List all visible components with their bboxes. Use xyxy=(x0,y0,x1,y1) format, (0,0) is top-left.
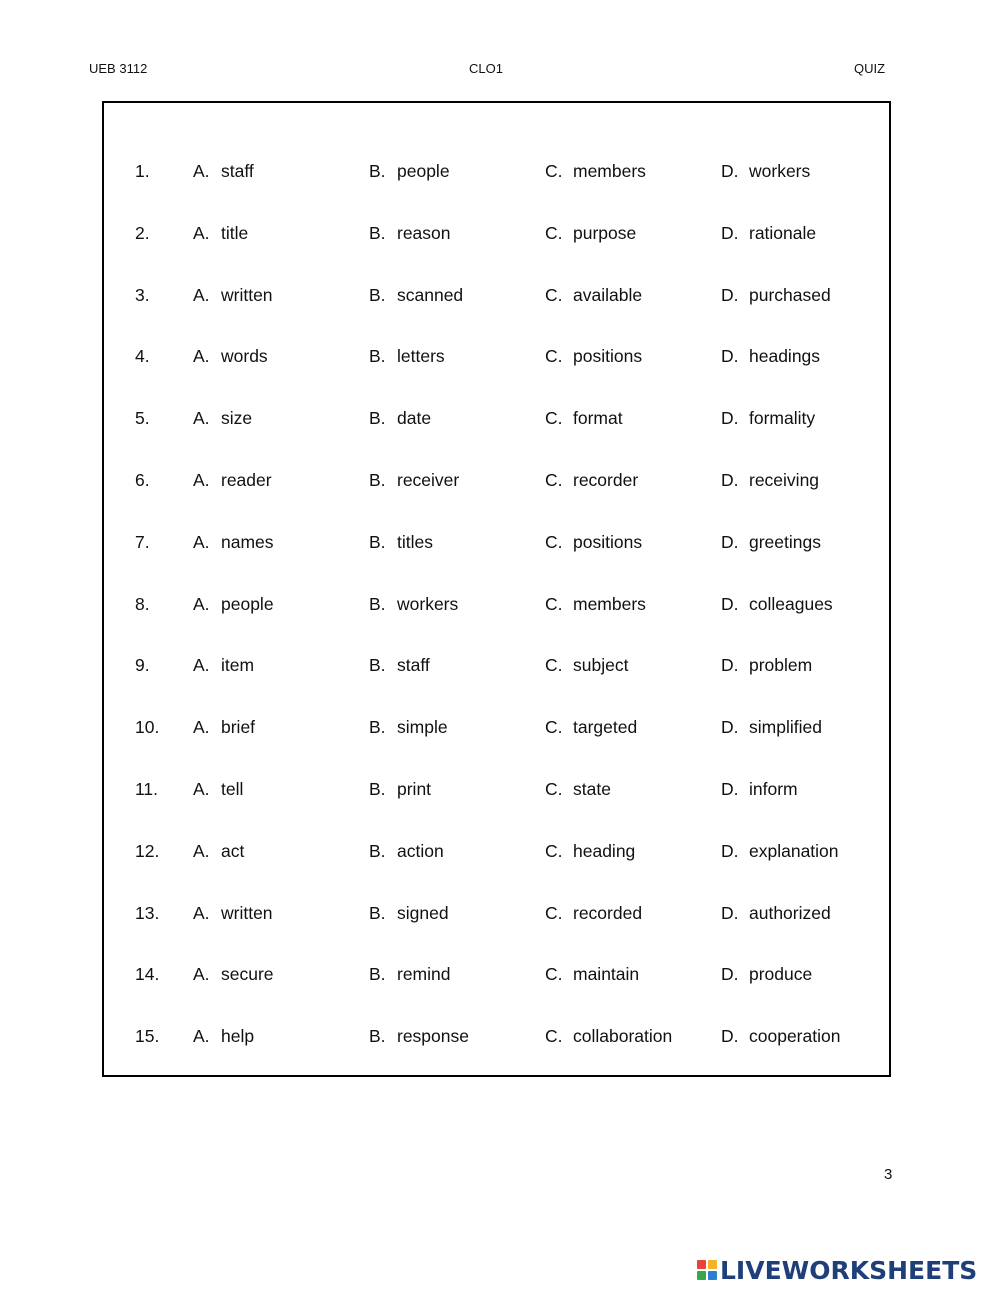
option-text: headings xyxy=(749,346,821,366)
question-number: 15. xyxy=(135,1026,160,1046)
option-letter: A. xyxy=(193,717,210,737)
question-row xyxy=(104,283,889,307)
question-row xyxy=(104,777,889,801)
logo-square-blue xyxy=(708,1271,717,1280)
question-row xyxy=(104,715,889,739)
option-text: members xyxy=(573,594,646,614)
option-letter: A. xyxy=(193,470,210,490)
option-text: people xyxy=(397,161,450,181)
question-number: 9. xyxy=(135,655,150,675)
header-clo: CLO1 xyxy=(469,61,503,76)
option-letter: C. xyxy=(545,717,563,737)
option-text: receiving xyxy=(749,470,820,490)
option-d[interactable] xyxy=(721,468,819,492)
option-text: size xyxy=(221,408,253,428)
option-c[interactable] xyxy=(545,159,646,183)
option-text: maintain xyxy=(573,964,640,984)
option-a[interactable] xyxy=(193,159,254,183)
option-text: receiver xyxy=(397,470,460,490)
option-c[interactable] xyxy=(545,715,637,739)
option-b[interactable] xyxy=(369,901,449,925)
option-letter: B. xyxy=(369,841,386,861)
option-letter: A. xyxy=(193,532,210,552)
option-letter: B. xyxy=(369,346,386,366)
option-text: reason xyxy=(397,223,451,243)
option-text: recorder xyxy=(573,470,639,490)
option-text: authorized xyxy=(749,903,831,923)
option-text: produce xyxy=(749,964,813,984)
option-d[interactable] xyxy=(721,901,831,925)
option-a[interactable] xyxy=(193,344,268,368)
option-text: reader xyxy=(221,470,272,490)
option-c[interactable] xyxy=(545,468,638,492)
option-text: purchased xyxy=(749,285,831,305)
option-a[interactable] xyxy=(193,1024,254,1048)
option-text: workers xyxy=(749,161,811,181)
question-number: 4. xyxy=(135,346,150,366)
option-a[interactable] xyxy=(193,283,273,307)
question-number: 13. xyxy=(135,903,160,923)
option-c[interactable] xyxy=(545,653,628,677)
option-text: format xyxy=(573,408,623,428)
option-letter: A. xyxy=(193,408,210,428)
option-letter: D. xyxy=(721,408,739,428)
option-d[interactable] xyxy=(721,715,822,739)
option-text: positions xyxy=(573,532,643,552)
option-d[interactable] xyxy=(721,406,815,430)
option-text: rationale xyxy=(749,223,817,243)
question-number: 11. xyxy=(135,779,159,799)
option-letter: A. xyxy=(193,223,210,243)
option-b[interactable] xyxy=(369,283,463,307)
question-row xyxy=(104,901,889,925)
option-text: signed xyxy=(397,903,449,923)
option-a[interactable] xyxy=(193,715,255,739)
option-a[interactable] xyxy=(193,406,252,430)
option-letter: C. xyxy=(545,346,563,366)
option-text: names xyxy=(221,532,274,552)
option-d[interactable] xyxy=(721,344,820,368)
option-letter: B. xyxy=(369,223,386,243)
page-number: 3 xyxy=(884,1166,893,1183)
option-b[interactable] xyxy=(369,1024,469,1048)
option-text: simple xyxy=(397,717,448,737)
question-row xyxy=(104,653,889,677)
option-letter: C. xyxy=(545,223,563,243)
option-b[interactable] xyxy=(369,777,431,801)
option-letter: A. xyxy=(193,903,210,923)
option-c[interactable] xyxy=(545,962,639,986)
option-d[interactable] xyxy=(721,530,821,554)
option-b[interactable] xyxy=(369,221,451,245)
option-letter: C. xyxy=(545,594,563,614)
option-letter: C. xyxy=(545,779,563,799)
question-number: 3. xyxy=(135,285,150,305)
option-text: letters xyxy=(397,346,445,366)
question-number: 10. xyxy=(135,717,160,737)
question-number: 1. xyxy=(135,161,150,181)
option-letter: B. xyxy=(369,779,386,799)
quiz-question-box xyxy=(102,101,891,1077)
option-text: cooperation xyxy=(749,1026,841,1046)
question-row xyxy=(104,530,889,554)
option-letter: D. xyxy=(721,717,739,737)
option-text: staff xyxy=(221,161,254,181)
option-letter: B. xyxy=(369,470,386,490)
question-row xyxy=(104,592,889,616)
option-d[interactable] xyxy=(721,592,833,616)
option-a[interactable] xyxy=(193,468,272,492)
brand-name: LIVEWORKSHEETS xyxy=(720,1255,978,1285)
option-b[interactable] xyxy=(369,468,459,492)
option-text: brief xyxy=(221,717,256,737)
option-c[interactable] xyxy=(545,1024,672,1048)
option-a[interactable] xyxy=(193,962,274,986)
option-text: date xyxy=(397,408,432,428)
option-d[interactable] xyxy=(721,777,798,801)
option-b[interactable] xyxy=(369,406,431,430)
question-row xyxy=(104,221,889,245)
option-text: simplified xyxy=(749,717,822,737)
option-b[interactable] xyxy=(369,530,433,554)
option-letter: D. xyxy=(721,346,739,366)
logo-square-green xyxy=(697,1271,706,1280)
option-a[interactable] xyxy=(193,839,244,863)
option-text: available xyxy=(573,285,643,305)
option-letter: B. xyxy=(369,903,386,923)
option-text: print xyxy=(397,779,432,799)
option-b[interactable] xyxy=(369,159,450,183)
option-text: targeted xyxy=(573,717,638,737)
option-text: scanned xyxy=(397,285,464,305)
option-d[interactable] xyxy=(721,159,810,183)
question-row xyxy=(104,962,889,986)
option-c[interactable] xyxy=(545,530,642,554)
option-a[interactable] xyxy=(193,221,248,245)
option-text: title xyxy=(221,223,249,243)
option-letter: C. xyxy=(545,1026,563,1046)
question-number: 7. xyxy=(135,532,150,552)
question-number: 2. xyxy=(135,223,150,243)
option-a[interactable] xyxy=(193,530,274,554)
option-text: people xyxy=(221,594,274,614)
option-d[interactable] xyxy=(721,962,812,986)
option-letter: B. xyxy=(369,532,386,552)
option-letter: A. xyxy=(193,346,210,366)
option-letter: A. xyxy=(193,1026,210,1046)
option-d[interactable] xyxy=(721,653,812,677)
option-letter: C. xyxy=(545,655,563,675)
option-letter: D. xyxy=(721,903,739,923)
logo-square-red xyxy=(697,1260,706,1269)
option-letter: D. xyxy=(721,964,739,984)
option-letter: B. xyxy=(369,594,386,614)
option-text: colleagues xyxy=(749,594,833,614)
option-d[interactable] xyxy=(721,1024,840,1048)
option-text: recorded xyxy=(573,903,643,923)
option-letter: B. xyxy=(369,161,386,181)
option-c[interactable] xyxy=(545,839,635,863)
option-text: greetings xyxy=(749,532,821,552)
header-quiz-label: QUIZ xyxy=(854,61,886,76)
option-letter: A. xyxy=(193,285,210,305)
option-letter: A. xyxy=(193,594,210,614)
option-text: secure xyxy=(221,964,274,984)
option-text: heading xyxy=(573,841,636,861)
option-letter: C. xyxy=(545,408,563,428)
option-letter: D. xyxy=(721,1026,739,1046)
option-a[interactable] xyxy=(193,592,274,616)
option-text: purpose xyxy=(573,223,637,243)
option-d[interactable] xyxy=(721,221,816,245)
option-c[interactable] xyxy=(545,406,623,430)
option-letter: D. xyxy=(721,285,739,305)
option-letter: D. xyxy=(721,655,739,675)
option-letter: D. xyxy=(721,470,739,490)
option-c[interactable] xyxy=(545,592,646,616)
option-text: positions xyxy=(573,346,643,366)
option-letter: C. xyxy=(545,903,563,923)
option-letter: D. xyxy=(721,594,739,614)
option-b[interactable] xyxy=(369,592,458,616)
option-letter: A. xyxy=(193,779,210,799)
option-letter: A. xyxy=(193,161,210,181)
option-text: workers xyxy=(397,594,459,614)
option-letter: B. xyxy=(369,1026,386,1046)
option-letter: C. xyxy=(545,841,563,861)
question-number: 5. xyxy=(135,408,150,428)
question-row xyxy=(104,839,889,863)
question-row xyxy=(104,406,889,430)
option-a[interactable] xyxy=(193,901,273,925)
option-text: staff xyxy=(397,655,430,675)
option-text: written xyxy=(221,903,273,923)
option-letter: B. xyxy=(369,285,386,305)
option-letter: A. xyxy=(193,841,210,861)
option-text: remind xyxy=(397,964,451,984)
option-text: explanation xyxy=(749,841,839,861)
option-c[interactable] xyxy=(545,901,642,925)
option-text: members xyxy=(573,161,646,181)
option-text: response xyxy=(397,1026,469,1046)
option-c[interactable] xyxy=(545,344,642,368)
option-c[interactable] xyxy=(545,221,636,245)
option-text: help xyxy=(221,1026,255,1046)
option-text: act xyxy=(221,841,245,861)
option-letter: B. xyxy=(369,964,386,984)
option-b[interactable] xyxy=(369,653,430,677)
option-text: tell xyxy=(221,779,244,799)
option-a[interactable] xyxy=(193,777,243,801)
option-text: inform xyxy=(749,779,798,799)
liveworksheets-logo-icon xyxy=(697,1260,717,1280)
question-row xyxy=(104,344,889,368)
option-c[interactable] xyxy=(545,777,611,801)
option-d[interactable] xyxy=(721,839,839,863)
option-text: item xyxy=(221,655,255,675)
option-letter: C. xyxy=(545,161,563,181)
option-text: words xyxy=(221,346,268,366)
option-text: collaboration xyxy=(573,1026,673,1046)
question-row xyxy=(104,1024,889,1048)
header-course-code: UEB 3112 xyxy=(89,61,148,76)
option-b[interactable] xyxy=(369,962,451,986)
option-text: formality xyxy=(749,408,816,428)
option-letter: C. xyxy=(545,964,563,984)
option-letter: D. xyxy=(721,841,739,861)
option-letter: D. xyxy=(721,223,739,243)
option-letter: C. xyxy=(545,285,563,305)
option-letter: B. xyxy=(369,717,386,737)
option-letter: D. xyxy=(721,161,739,181)
question-number: 8. xyxy=(135,594,150,614)
option-text: subject xyxy=(573,655,629,675)
brand-footer[interactable] xyxy=(697,1253,977,1287)
question-number: 6. xyxy=(135,470,150,490)
option-letter: B. xyxy=(369,408,386,428)
option-b[interactable] xyxy=(369,715,448,739)
question-number: 14. xyxy=(135,964,160,984)
option-c[interactable] xyxy=(545,283,642,307)
option-letter: A. xyxy=(193,655,210,675)
option-a[interactable] xyxy=(193,653,254,677)
option-d[interactable] xyxy=(721,283,831,307)
option-text: action xyxy=(397,841,444,861)
option-text: state xyxy=(573,779,611,799)
question-row xyxy=(104,159,889,183)
option-letter: D. xyxy=(721,779,739,799)
option-b[interactable] xyxy=(369,344,445,368)
option-text: written xyxy=(221,285,273,305)
option-text: titles xyxy=(397,532,433,552)
option-letter: C. xyxy=(545,532,563,552)
option-letter: A. xyxy=(193,964,210,984)
option-text: problem xyxy=(749,655,813,675)
option-letter: C. xyxy=(545,470,563,490)
option-letter: B. xyxy=(369,655,386,675)
question-number: 12. xyxy=(135,841,160,861)
logo-square-yellow xyxy=(708,1260,717,1269)
question-row xyxy=(104,468,889,492)
option-letter: D. xyxy=(721,532,739,552)
option-b[interactable] xyxy=(369,839,444,863)
